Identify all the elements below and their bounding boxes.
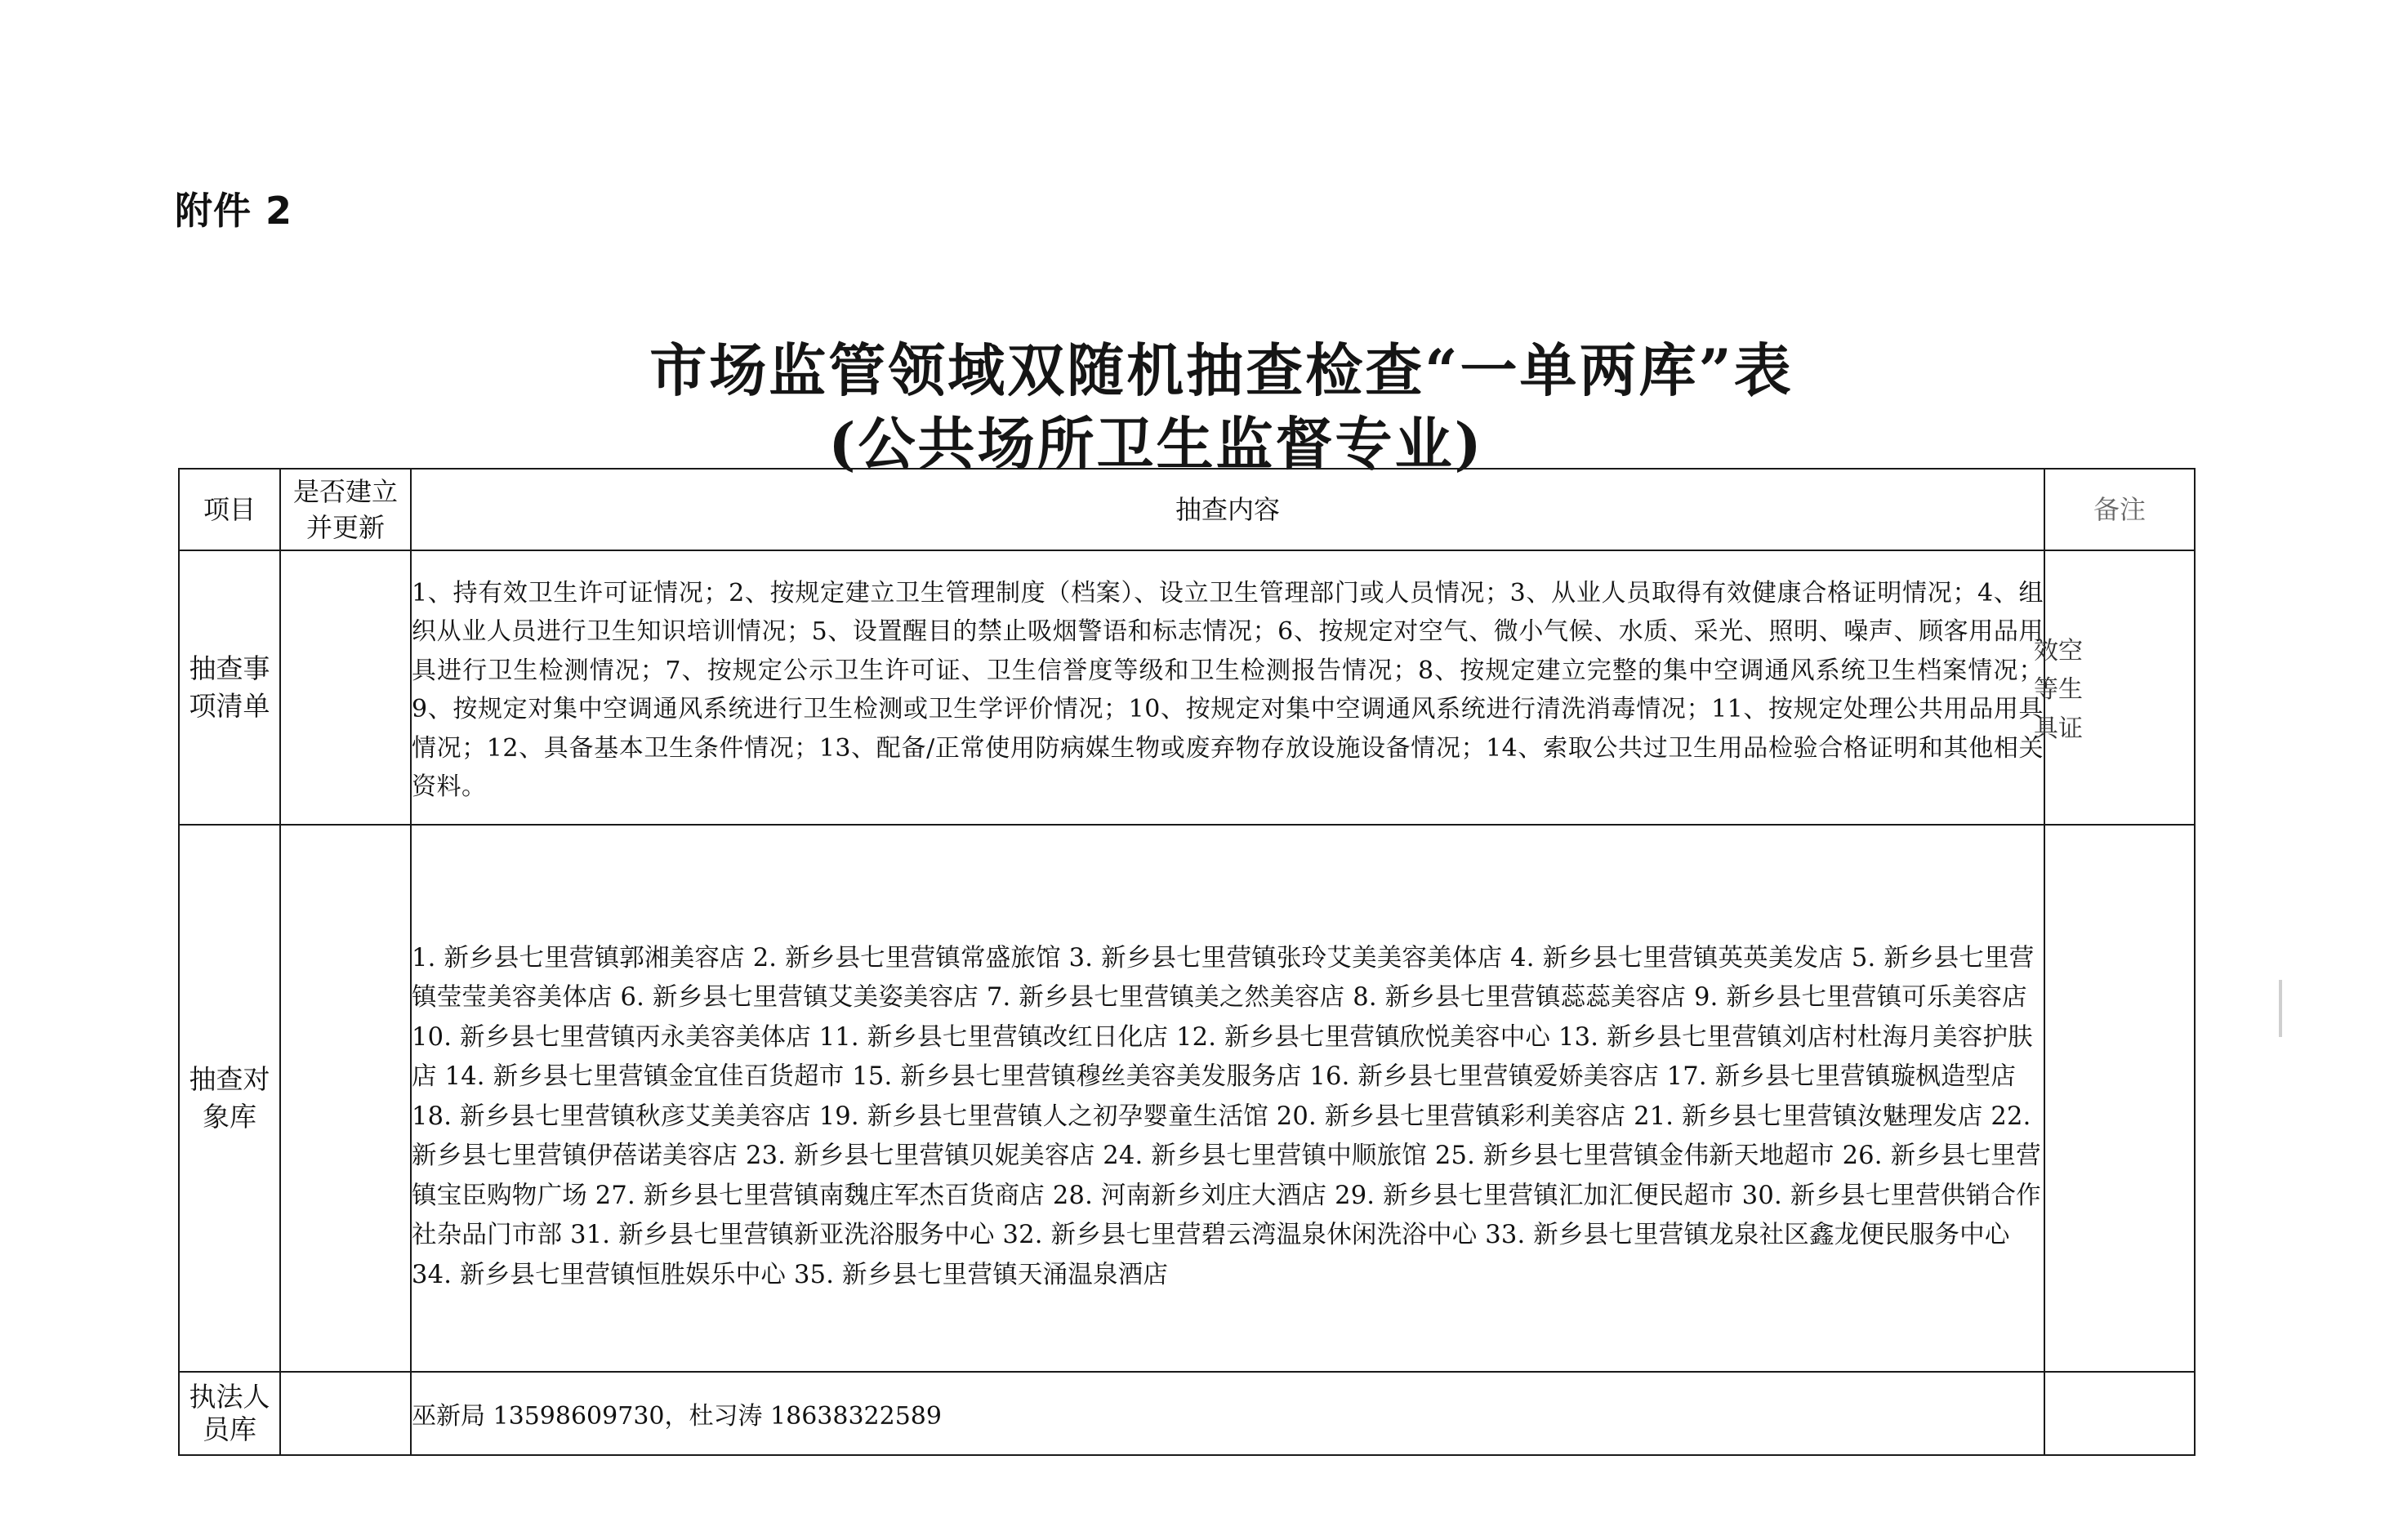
header-established: [280, 469, 411, 550]
header-established-text: 是否建立并更新: [292, 476, 398, 543]
content-cell-enforcement-staff: 巫新局 13598609730，杜习涛 18638322589: [411, 1372, 2044, 1455]
inspection-targets-text: 1. 新乡县七里营镇郭湘美容店 2. 新乡县七里营镇常盛旅馆 3. 新乡县七里营镇张玲艾美美容美体店 4. 新乡县七里营镇英英美发店 5. 新乡县七里营镇莹莹美容美体店 6. 新乡县七里营镇艾美姿美容店 7. 新乡县七里营镇美之然美容店 8. 新乡县七里营镇蕊蕊美容店 9. 新乡县七里营镇可乐美容店 10. 新乡县七里营镇丙永美容美体店 11. 新乡县七里营镇改红日化店 12. 新乡县七里营镇欣悦美容中心 13. 新乡县七里营镇刘店村杜海月美容护肤店 14. 新乡县七里营镇金宜佳百货超市 15. 新乡县七里营镇穆丝美容美发服务店 16. 新乡县七里营镇爱娇美容店 17. 新乡县七里营镇璇枫造型店 18. 新乡县七里营镇秋彦艾美美容店 19. 新乡县七里营镇人之初孕婴童生活馆 20. 新乡县七里营镇彩利美容店 21. 新乡县七里营镇汝魅理发店 22. 新乡县七里营镇伊蓓诺美容店 23. 新乡县七里营镇贝妮美容店 24. 新乡县七里营镇中顺旅馆 25. 新乡县七里营镇金伟新天地超市 26. 新乡县七里营镇宝臣购物广场 27. 新乡县七里营镇南魏庄军杰百货商店 28. 河南新乡刘庄大酒店 29. 新乡县七里营镇汇加汇便民超市 30. 新乡县七里营供销合作社杂品门市部 31. 新乡县七里营镇新亚洗浴服务中心 32. 新乡县七里营碧云湾温泉休闲洗浴中心 33. 新乡县七里营镇龙泉社区鑫龙便民服务中心 34. 新乡县七里营镇恒胜娱乐中心 35. 新乡县七里营镇天涌温泉酒店: [412, 943, 2041, 1289]
row-label-inspection-targets-text: 抽查对象库: [189, 1063, 270, 1133]
row-label-inspection-targets: [179, 825, 280, 1372]
content-cell-inspection-targets: [411, 825, 2044, 1372]
remark-cell-inspection-items: [2034, 550, 2195, 825]
table-header-row: [179, 469, 2195, 550]
table-row-inspection-items: [179, 550, 2195, 825]
established-cell-enforcement-staff: [280, 1372, 411, 1455]
header-content: 抽查内容: [411, 469, 2044, 550]
established-cell-inspection-targets: [280, 825, 411, 1372]
header-remark: 备注: [2044, 469, 2195, 550]
table-row-inspection-targets: [179, 825, 2195, 1372]
remark-spill-text: 效空等生具证: [2034, 636, 2083, 743]
table-row-enforcement-staff: [179, 1372, 2195, 1455]
document-subtitle: (公共场所卫生监督专业): [828, 410, 1484, 478]
inspection-table: [178, 468, 2196, 1456]
row-label-enforcement-staff: [179, 1372, 280, 1455]
scan-margin-mark: [2279, 980, 2282, 1037]
remark-cell-enforcement-staff: [2044, 1372, 2195, 1455]
inspection-items-text: 1、持有效卫生许可证情况；2、按规定建立卫生管理制度（档案）、设立卫生管理部门或人员情况；3、从业人员取得有效健康合格证明情况；4、组织从业人员进行卫生知识培训情况；5、设置醒目的禁止吸烟警语和标志情况；6、按规定对空气、微小气候、水质、采光、照明、噪声、顾客用品用具进行卫生检测情况；7、按规定公示卫生许可证、卫生信誉度等级和卫生检测报告情况；8、按规定建立完整的集中空调通风系统卫生档案情况；9、按规定对集中空调通风系统进行卫生检测或卫生学评价情况；10、按规定对集中空调通风系统进行清洗消毒情况；11、按规定处理公共用品用具情况；12、具备基本卫生条件情况；13、配备/正常使用防病媒生物或废弃物存放设施设备情况；14、索取公共过卫生用品检验合格证明和其他相关资料。: [412, 578, 2044, 801]
row-label-inspection-items: [179, 550, 280, 825]
document-title: 市场监管领域双随机抽查检查“一单两库”表: [649, 336, 1794, 404]
header-item: 项目: [179, 469, 280, 550]
row-label-inspection-items-text: 抽查事项清单: [189, 652, 270, 722]
remark-cell-inspection-targets: [2044, 825, 2195, 1372]
content-cell-inspection-items: [411, 550, 2044, 825]
row-label-enforcement-staff-text: 执法人员库: [189, 1381, 270, 1445]
established-cell-inspection-items: [280, 550, 411, 825]
attachment-label: 附件 2: [175, 189, 293, 233]
